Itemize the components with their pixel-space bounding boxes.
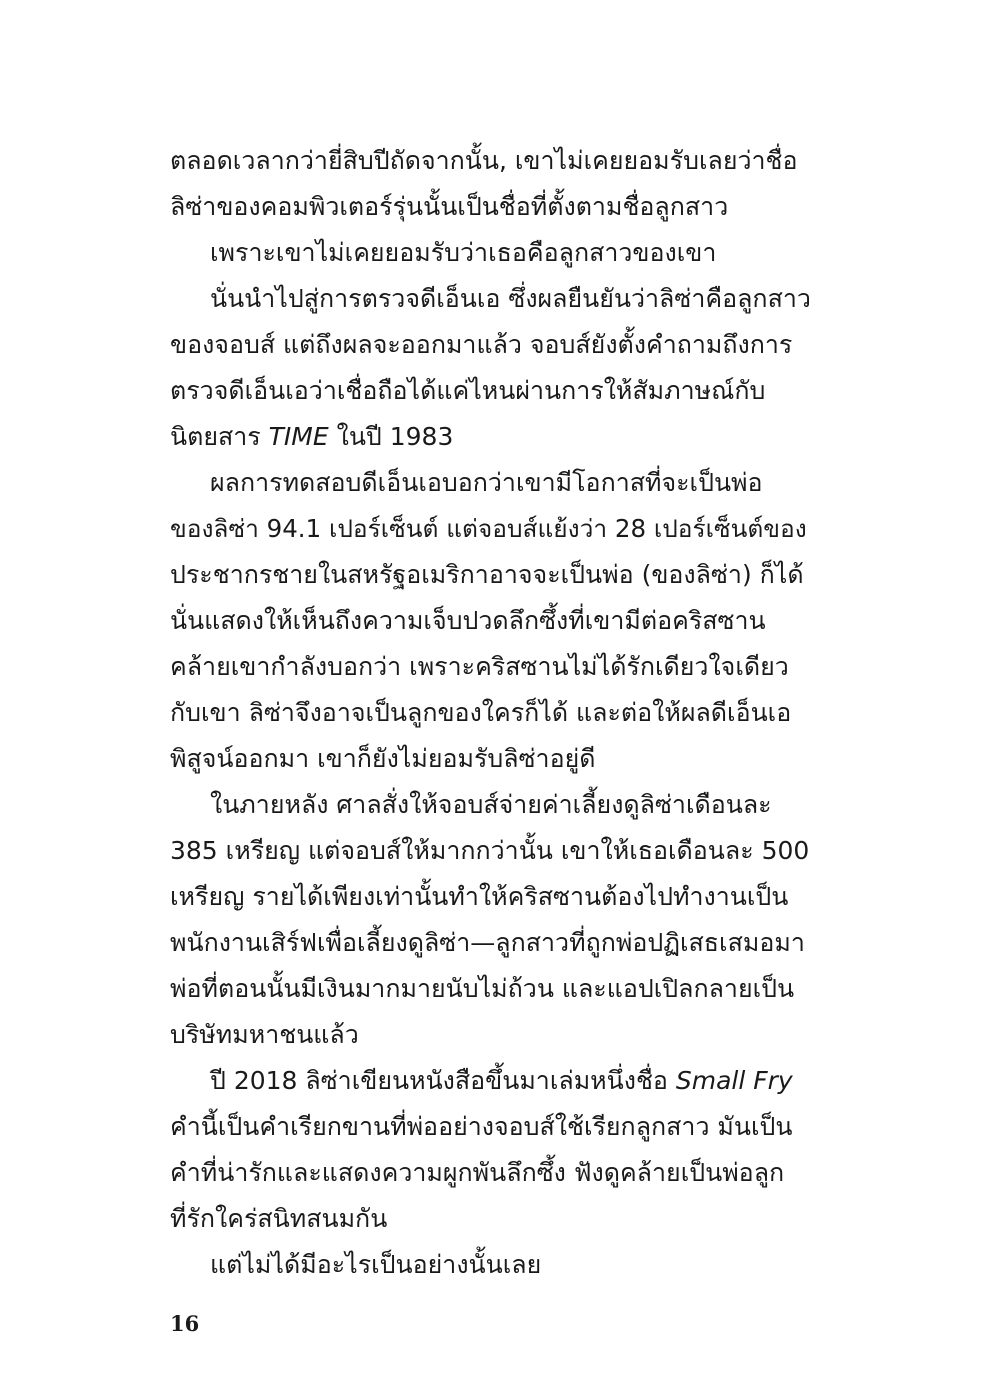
text-line: ตลอดเวลากว่ายี่สิบปีถัดจากนั้น, เขาไม่เคยยอมรับเลยว่าชื่อ [170, 146, 798, 175]
text-line: คล้ายเขากำลังบอกว่า เพราะคริสซานไม่ได้รักเดียวใจเดียว [170, 652, 789, 681]
text-line: พ่อที่ตอนนั้นมีเงินมากมายนับไม่ถ้วน และแอปเปิลกลายเป็น [170, 974, 795, 1003]
text-line: พนักงานเสิร์ฟเพื่อเลี้ยงดูลิซ่า—ลูกสาวที่ถูกพ่อปฏิเสธเสมอมา [170, 928, 805, 957]
paragraph-start: ปี 2018 ลิซ่าเขียนหนังสือขึ้นมาเล่มหนึ่งชื่อ Small Fry [210, 1066, 793, 1095]
text-line: คำที่น่ารักและแสดงความผูกพันลึกซึ้ง ฟังดูคล้ายเป็นพ่อลูก [170, 1158, 785, 1187]
text-line: ที่รักใคร่สนิทสนมกัน [170, 1204, 388, 1233]
paragraph-start: เพราะเขาไม่เคยยอมรับว่าเธอคือลูกสาวของเขา [210, 238, 717, 267]
text-line: คำนี้เป็นคำเรียกขานที่พ่ออย่างจอบส์ใช้เรียกลูกสาว มันเป็น [170, 1112, 793, 1141]
text-line: ลิซ่าของคอมพิวเตอร์รุ่นนั้นเป็นชื่อที่ตั้งตามชื่อลูกสาว [170, 192, 729, 221]
text-line: ของจอบส์ แต่ถึงผลจะออกมาแล้ว จอบส์ยังตั้งคำถามถึงการ [170, 330, 793, 359]
magazine-title: TIME [268, 422, 329, 451]
text-line: 385 เหรียญ แต่จอบส์ให้มากกว่านั้น เขาให้เธอเดือนละ 500 [170, 836, 810, 865]
text-line: พิสูจน์ออกมา เขาก็ยังไม่ยอมรับลิซ่าอยู่ดี [170, 744, 596, 773]
text-line: นิตยสาร TIME ในปี 1983 [170, 422, 454, 451]
book-title: Small Fry [675, 1066, 793, 1095]
text-line: บริษัทมหาชนแล้ว [170, 1020, 359, 1049]
text-line: ตรวจดีเอ็นเอว่าเชื่อถือได้แค่ไหนผ่านการให้สัมภาษณ์กับ [170, 376, 766, 405]
text-line: นั่นแสดงให้เห็นถึงความเจ็บปวดลึกซึ้งที่เขามีต่อคริสซาน [170, 606, 766, 635]
page-number: 16 [170, 1311, 200, 1336]
paragraph-start: ในภายหลัง ศาลสั่งให้จอบส์จ่ายค่าเลี้ยงดูลิซ่าเดือนละ [210, 790, 772, 819]
text-line: กับเขา ลิซ่าจึงอาจเป็นลูกของใครก็ได้ และต่อให้ผลดีเอ็นเอ [170, 698, 792, 727]
paragraph-start: นั่นนำไปสู่การตรวจดีเอ็นเอ ซึ่งผลยืนยันว่าลิซ่าคือลูกสาว [210, 284, 811, 313]
paragraph-start: ผลการทดสอบดีเอ็นเอบอกว่าเขามีโอกาสที่จะเป็นพ่อ [210, 468, 763, 497]
paragraph-start: แต่ไม่ได้มีอะไรเป็นอย่างนั้นเลย [210, 1250, 542, 1279]
text-line: ประชากรชายในสหรัฐอเมริกาอาจจะเป็นพ่อ (ของลิซ่า) ก็ได้ [170, 560, 804, 589]
text-line: เหรียญ รายได้เพียงเท่านั้นทำให้คริสซานต้องไปทำงานเป็น [170, 882, 789, 911]
body-text [170, 138, 818, 1288]
text-line: ของลิซ่า 94.1 เปอร์เซ็นต์ แต่จอบส์แย้งว่า 28 เปอร์เซ็นต์ของ [170, 514, 807, 543]
